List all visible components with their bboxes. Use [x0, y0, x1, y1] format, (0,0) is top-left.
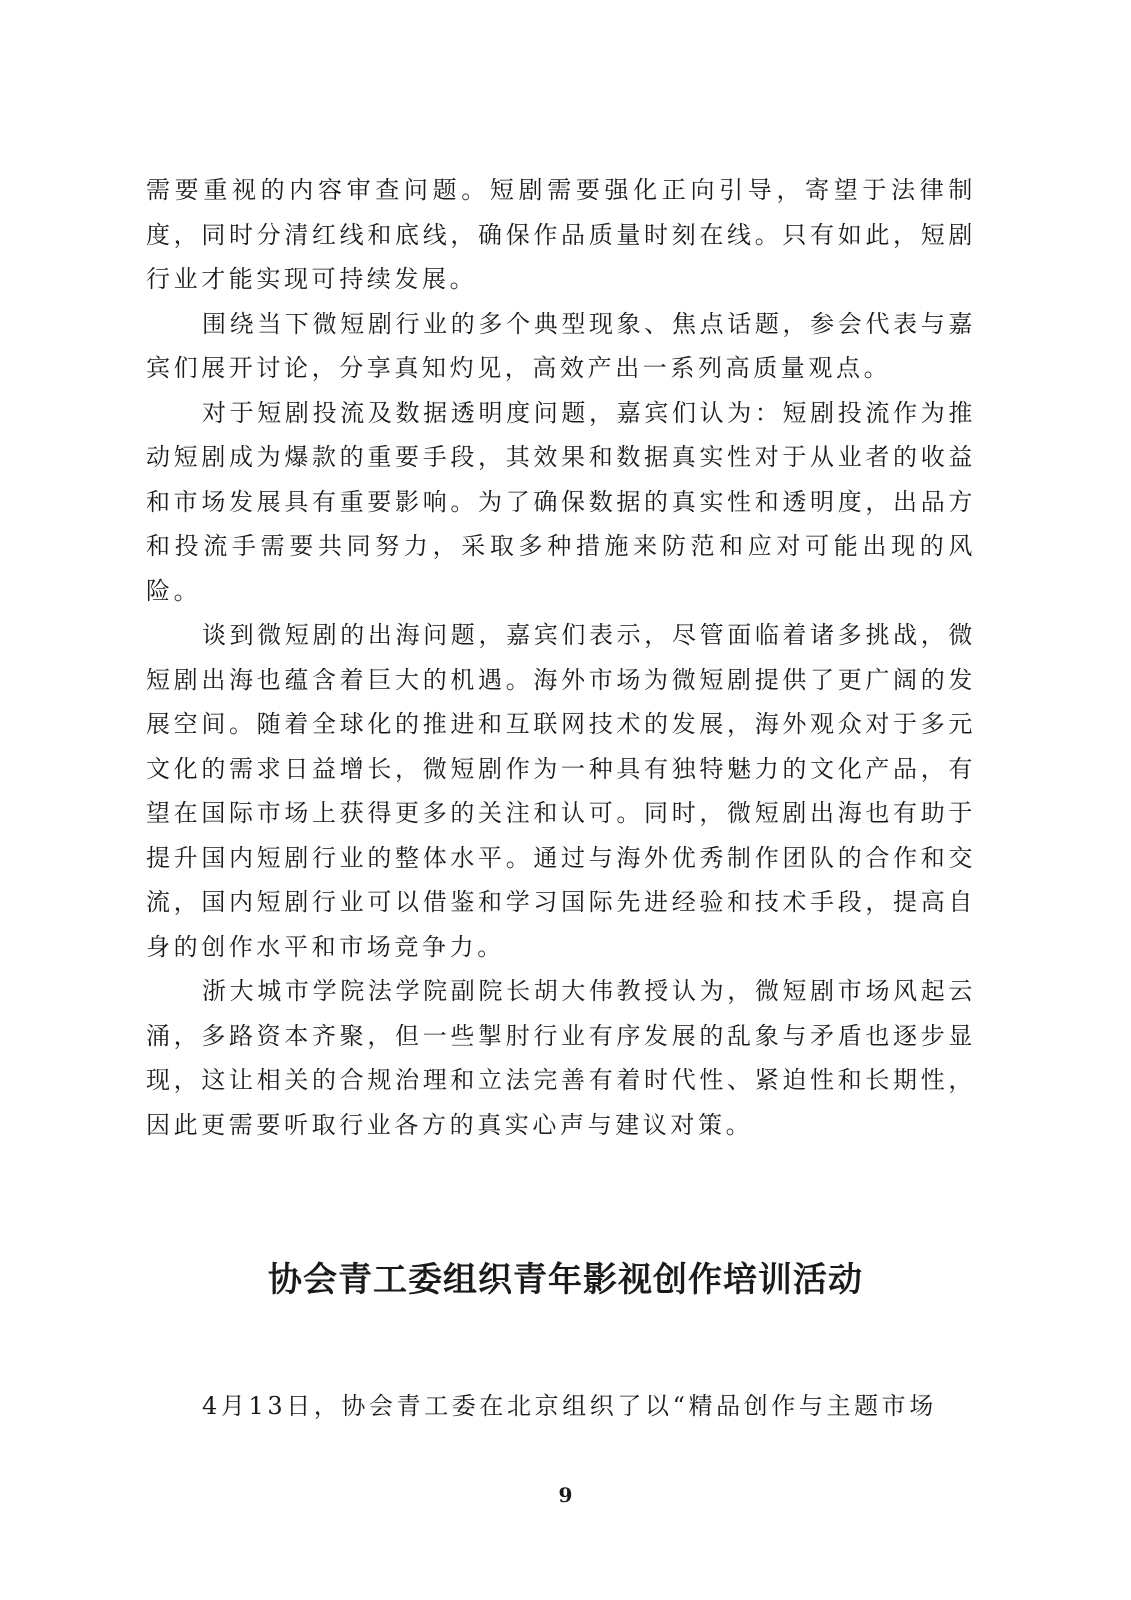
page-number: 9 — [558, 1483, 573, 1507]
body-text — [146, 168, 976, 1147]
paragraph-overseas: 谈到微短剧的出海问题，嘉宾们表示，尽管面临着诸多挑战，微短剧出海也蕴含着巨大的机遇。海外市场为微短剧提供了更广阔的发展空间。随着全球化的推进和互联网技术的发展，海外观众对于多元文化的需求日益增长，微短剧作为一种具有独特魅力的文化产品，有望在国际市场上获得更多的关注和认可。同时，微短剧出海也有助于提升国内短剧行业的整体水平。通过与海外优秀制作团队的合作和交流，国内短剧行业可以借鉴和学习国际先进经验和技术手段，提高自身的创作水平和市场竞争力。 — [146, 621, 976, 961]
paragraph-expert-opinion: 浙大城市学院法学院副院长胡大伟教授认为，微短剧市场风起云涌，多路资本齐聚，但一些掣肘行业有序发展的乱象与矛盾也逐步显现，这让相关的合规治理和立法完善有着时代性、紧迫性和长期性，因此更需要听取行业各方的真实心声与建议对策。 — [146, 977, 976, 1139]
section-heading: 协会青工委组织青年影视创作培训活动 — [268, 1260, 863, 1300]
paragraph-content-review: 需要重视的内容审查问题。短剧需要强化正向引导，寄望于法律制度，同时分清红线和底线，确保作品质量时刻在线。只有如此，短剧行业才能实现可持续发展。 — [146, 176, 976, 293]
paragraph-traffic-data: 对于短剧投流及数据透明度问题，嘉宾们认为：短剧投流作为推动短剧成为爆款的重要手段，其效果和数据真实性对于从业者的收益和市场发展具有重要影响。为了确保数据的真实性和透明度，出品方和投流手需要共同努力，采取多种措施来防范和应对可能出现的风险。 — [146, 398, 976, 605]
section-first-line: 4月13日，协会青工委在北京组织了以“精品创作与主题市场 — [202, 1392, 937, 1420]
paragraph-discussion: 围绕当下微短剧行业的多个典型现象、焦点话题，参会代表与嘉宾们展开讨论，分享真知灼见，高效产出一系列高质量观点。 — [146, 309, 976, 382]
